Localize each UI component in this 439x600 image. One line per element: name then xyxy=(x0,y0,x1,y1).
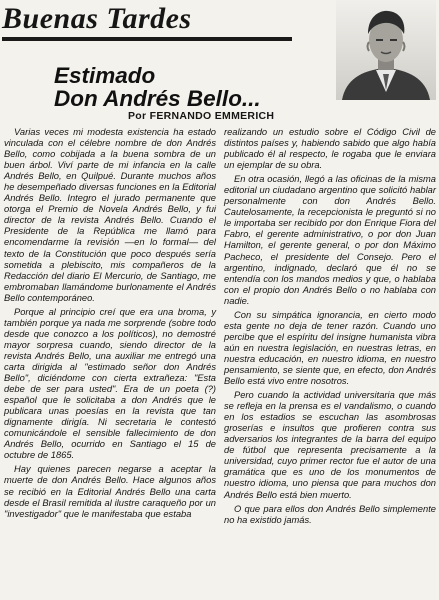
paragraph: Porque al principio creí que era una broma, y también porque ya nada me sorprende (sobre todo desde que conozco a los políticos), no demostré mayor sorpresa cuando, siendo director de la revista Andrés Bello, una auxiliar me entregó una carta dirigida al "estimado señor don Andrés Bello", diciéndome con cierta extrañeza: "Esta debe de ser para usted". Era de un poeta (?) español que le solicitaba a don Andrés que le publicara unas poesías en la revista que tan dignamente dirigía. Ni secretaria le contestó comunicándole el sensible fallecimiento de don Andrés Bello, ocurrido en Santiago el 15 de octubre de 1865. xyxy=(4,306,216,461)
paragraph: realizando un estudio sobre el Código Civil de distintos países y, habiendo sabido que algo había publicado él al respecto, le rogaba que le enviara un ejemplar de su obra. xyxy=(224,127,436,171)
headline-line-1: Estimado xyxy=(54,63,156,88)
author-portrait-image xyxy=(336,0,436,100)
column-masthead: Buenas Tardes xyxy=(2,2,292,41)
paragraph: En otra ocasión, llegó a las oficinas de la misma editorial un ciudadano argentino que solicitó hablar personalmente con don Andrés Bello. Cautelosamente, la recepcionista le preguntó si no le importaba ser recibido por don Enrique Fiora del Fabro, el gerente administrativo, o por don Juan Hamilton, el gerente general, o por don Máximo Pacheco, el presidente del Consejo. Pero el argentino, indignado, declaró que él no se entendía con los mandos medios y que, o hablaba con el propio don Andrés Bello o no hablaba con nadie. xyxy=(224,174,436,306)
article-headline xyxy=(54,64,324,110)
paragraph: Varias veces mi modesta existencia ha estado vinculada con el célebre nombre de don Andrés Bello, como cobijada a la buena sombra de un buen árbol. Viví parte de mi infancia en la calle Andrés Bello, en Quilpué. Durante muchos años he desempeñado diversas funciones en la Editorial Andrés Bello. Integro el jurado permanente que otorga el Premio de Novela Andrés Bello, y fui director de la revista Andrés Bello. Cuando el Presidente de la República me llamó para encomendarme la revisión —en lo formal— del texto de la Constitución que poco después sería sometida a plebiscito, mis compañeros de la Redacción del diario El Mercurio, de Santiago, me embromaban llamándome burlonamente el Andrés Bello contemporáneo. xyxy=(4,127,216,303)
paragraph: Con su simpática ignorancia, en cierto modo esta gente no deja de tener razón. Cuando uno percibe que el espíritu del insigne humanista vibra aún en nuestra legislación, en nuestras letras, en nuestra educación, en nuestro idioma, en nuestro pensamiento, se siente que, en efecto, don Andrés Bello está vivo entre nosotros. xyxy=(224,309,436,387)
author-photo xyxy=(336,0,436,100)
paragraph: O que para ellos don Andrés Bello simplemente no ha existido jamás. xyxy=(224,503,436,525)
headline-line-2: Don Andrés Bello... xyxy=(54,86,261,111)
byline: Por FERNANDO EMMERICH xyxy=(128,110,275,122)
paragraph: Hay quienes parecen negarse a aceptar la muerte de don Andrés Bello. Hace algunos años se recibió en la Editorial Andrés Bello una carta desde el Brasil remitida al ilustre caraqueño por un "investigador" que le manifestaba que estaba xyxy=(4,464,216,519)
left-column xyxy=(4,127,216,523)
right-column xyxy=(224,127,436,529)
paragraph: Pero cuando la actividad universitaria que más se refleja en la prensa es el vandalismo, o cuando en los estadios se escuchan las asombrosas groserías e insultos que profieren contra sus adversarios los integrantes de la barra del equipo de fútbol que representa precisamente a la universidad, cuyo primer rector fue el autor de una gramática que es uno de los monumentos de nuestro idioma, uno piensa que para muchos don Andrés Bello está bien muerto. xyxy=(224,390,436,500)
